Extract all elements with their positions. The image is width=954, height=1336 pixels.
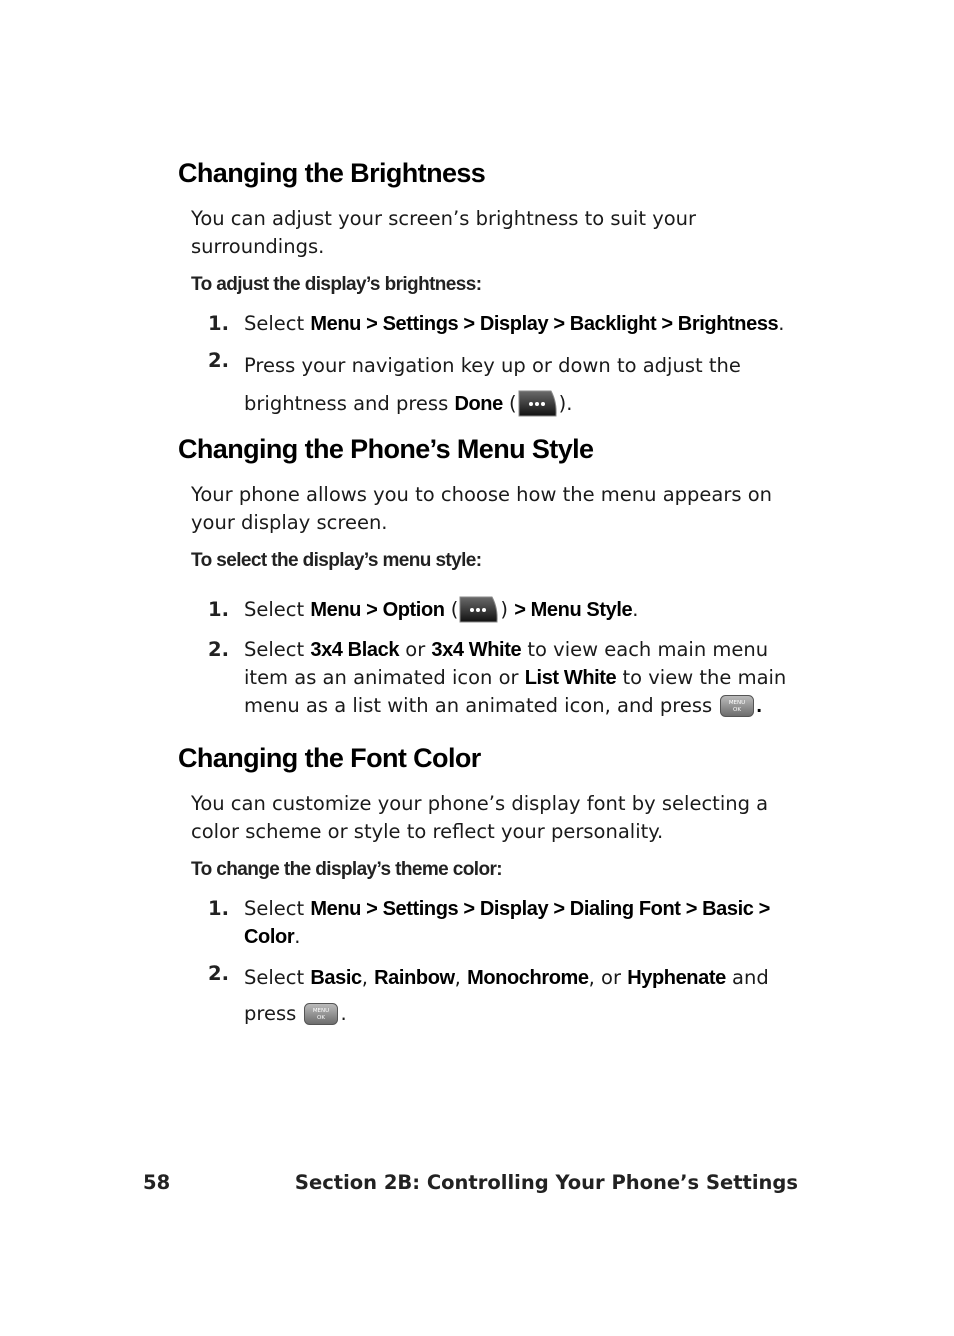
menu-style-subheading: To select the display’s menu style: (191, 550, 482, 571)
step-number: 1. (208, 897, 229, 920)
menu-path: Menu > Settings > Display > Backlight > Brightness (310, 313, 779, 335)
brightness-subheading: To adjust the display’s brightness: (191, 274, 482, 295)
step-number: 1. (208, 312, 229, 335)
brightness-step-1: Select Menu > Settings > Display > Backlight > Brightness. (244, 312, 785, 335)
page-number: 58 (143, 1171, 171, 1194)
option-list-white: List White (524, 667, 617, 689)
step-number: 2. (208, 349, 229, 372)
option-basic: Basic (310, 967, 362, 989)
done-label: Done (454, 393, 503, 415)
brightness-step-2: Press your navigation key up or down to adjust the brightness and press Done ( ). (244, 354, 741, 415)
option-3x4-white: 3x4 White (431, 639, 522, 661)
svg-text:MENU: MENU (729, 700, 746, 706)
svg-text:OK: OK (317, 1015, 326, 1021)
step-number: 1. (208, 598, 229, 621)
section-footer: Section 2B: Controlling Your Phone’s Settings (294, 1171, 798, 1194)
menu-path: Menu > Settings > Display > Dialing Font > Basic > Color (244, 898, 770, 948)
font-color-step-2: Select Basic, Rainbow, Monochrome, or Hyphenate and press MENU OK . (244, 966, 769, 1025)
option-hyphenate: Hyphenate (627, 967, 726, 989)
font-color-intro: You can customize your phone’s display font by selecting a color scheme or style to reflect your personality. (191, 792, 769, 843)
menu-ok-key-icon (720, 695, 754, 717)
option-monochrome: Monochrome (467, 967, 589, 989)
svg-text:OK: OK (733, 707, 742, 713)
menu-path: > Menu Style (514, 599, 633, 621)
menu-style-intro: Your phone allows you to choose how the menu appears on your display screen. (191, 483, 773, 534)
menu-style-step-1: Select Menu > Option ( ) > Menu Style. (244, 598, 639, 621)
section-title-font-color: Changing the Font Color (178, 743, 481, 773)
right-softkey-icon (518, 390, 558, 417)
section-title-menu-style: Changing the Phone’s Menu Style (178, 434, 594, 464)
svg-text:MENU: MENU (313, 1008, 330, 1014)
step-number: 2. (208, 962, 229, 985)
menu-ok-key-icon (304, 1003, 338, 1025)
font-color-step-1: Select Menu > Settings > Display > Dialing Font > Basic > Color. (244, 897, 770, 948)
option-3x4-black: 3x4 Black (310, 639, 400, 661)
step-number: 2. (208, 638, 229, 661)
menu-style-step-2: Select 3x4 Black or 3x4 White to view each main menu item as an animated icon or List White to view the main menu as a list with an animated icon, and press MENU OK . (244, 638, 787, 717)
right-softkey-icon (459, 596, 499, 623)
menu-path: Menu > Option (310, 599, 445, 621)
font-color-subheading: To change the display’s theme color: (191, 859, 502, 880)
brightness-intro: You can adjust your screen’s brightness to suit your surroundings. (191, 207, 697, 258)
option-rainbow: Rainbow (374, 967, 455, 989)
section-title-brightness: Changing the Brightness (178, 158, 486, 188)
